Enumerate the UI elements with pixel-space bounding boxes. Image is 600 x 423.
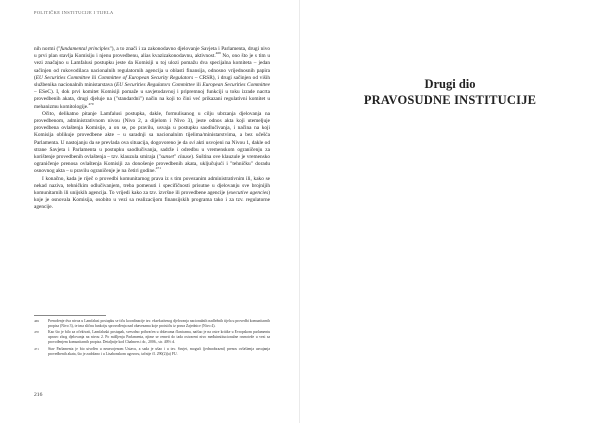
footnote-number: 471 (34, 346, 39, 351)
footnote-number: 470 (34, 330, 39, 335)
footnote-ref: 470 (88, 101, 94, 106)
body-paragraph (34, 46, 270, 111)
footnote-text: Stav Parlamenta je bio utvrđen u neusvojenom Ustavu, a sada je ušao i u tzv. Savjet, mogući (jednoobrazni) prenos ovlaštenja usvajanja provedbenih akata, što je zadržano i u Lisabonskom ugovoru, tačnije čl. 290(2)(a) FU. (48, 346, 270, 356)
footnote (34, 330, 270, 345)
part-title: PRAVOSUDNE INSTITUCIJE (363, 93, 537, 107)
footnote-ref: 469 (215, 51, 221, 56)
footnote-text: Kao što je bilo za očekivati, Lamfaluski postupak, svesrdno prihvaćen u državama članicama, naišao je na ostre kritike u Evropskom parlamentu upravo zbog djelovanja na nivou 2. Po mišljenju Parlamenta, njime se remeti do tada ostvareni nivo međuinstitucionalne ravnoteže u vezi sa provođenjem komunitarnih propisa. Detaljnije kod Chalmers i dr., 2006., str. 409 i d. (48, 330, 270, 345)
italic-span: European Securities Committee (202, 82, 270, 89)
body-paragraph (34, 176, 270, 212)
running-head: POLITIČKE INSTITUCIJE I TIJELA (34, 10, 114, 15)
right-page (300, 0, 600, 423)
footnote (34, 347, 270, 357)
italic-span: clause (177, 154, 192, 161)
italic-span: svi (189, 139, 195, 146)
italic-span: sunset (160, 154, 175, 161)
text-span: – CRSR), i drugi sačinjen od viših službenika nacionalnih ministarstava ( (34, 74, 270, 89)
italic-span: EU Securities Regulators Committee (116, 82, 195, 89)
italic-span: executive agencies (228, 190, 269, 197)
part-number: Drugi dio (424, 77, 476, 91)
text-span: No, ono što je s tim u vezi značajno u Lamfalusi postupku jeste da Komisiji u toj ulozi pomažu dva specijalna komiteta – jedan sačinjen od rukovodilaca nacionalnih regulatornih agencija u oblasti finansija, odnosno vrijednosnih papira ( (34, 53, 270, 81)
footnote-ref: 471 (155, 166, 161, 171)
text-span: nih normi (" (34, 46, 61, 52)
text-span: " (174, 154, 178, 161)
text-span: ) koje je osnovala Komisija, osobito u vezi sa realizacijom finansijskih programa tako i za tzv. regulatorne agencije. (34, 190, 270, 211)
footnote-text: Prenošenje dva nivoa u Lamfalusi postupku se tiču koordinacije tzv. eksekutivnog djelovanja nacionalnih nadležnih tijela u provedbi komunitarnih propisa (Nivo 3), te ima sličnu funkciju sprovođenja nad obavezama koje proističu iz prava Zajednice (Nivo 4). (48, 319, 270, 328)
italic-span: Committee of European Security Regulators (97, 74, 194, 81)
italic-span: EU Securities Committee (35, 74, 91, 81)
body-paragraph (34, 111, 270, 176)
text-span: ili (90, 74, 98, 81)
body-text (34, 46, 270, 212)
text-span: – ESeC). I, dok prvi komitet Komisiji pomaže u savjetodavnoj i pripremnoj funkciji u toku izrade nacrta provedbenih akata, drugi djeluje na ("standardni") način na koji to čini već prikazani regulativni komitet u mehanizmu komitologije. (34, 89, 270, 110)
footnote (34, 319, 270, 329)
text-span: ili (194, 82, 203, 89)
text-span: "), a to znači i za zakonodavno djelovanje Savjeta i Parlamenta, drugi nivo u prvi plan stavlja Komisiju i njenu provedbenu, alias kvazizakonodavnu, aktivnost. (34, 46, 270, 60)
footnote-rule (34, 315, 106, 316)
text-span: ). Suština ove klauzule je vremensko ograničenje prenosa ovlaštenja Komisiji za donošenje provedbenih akata, uključujući i "tehničku" doradu osnovnog akta – u pravilu ograničenje je na četiri godine. (34, 154, 270, 175)
text-span: Očito, delikatno pitanje Lamfalusi postupka, dakle, formulisanog u cilju ubrzanja djelovanja na provedbenom, administrativnom nivou (Nivo 2, a dijelom i Nivo 3), jeste odnos akta koji utemeljuje provedbena ovlaštenja Komisije, a on se, po pravilu, usvaja u postupku saodlučivanja, i načina na koji Komisija oblikuje provedbene akte – u saradnji sa nacionalnim tijelima/ministarstvima, a bez učešća Parlamenta. U nastojanju da se prevlada ova situacija, dogovoreno je da (34, 110, 270, 146)
page-number: 216 (34, 392, 43, 398)
part-heading (300, 76, 600, 108)
footnote-number: 469 (34, 319, 39, 323)
italic-span: fundamental principles (60, 46, 110, 52)
footnotes (34, 319, 270, 358)
text-span: akti usvojeni na Nivou 1, dakle od strane Savjeta i Parlamenta u postupku saodlučivanja, sadrže i odredbu u vremenskom ograničenju za korištenje provedbenih ovlaštenja – tzv. klauzula smiraja (" (34, 139, 270, 161)
text-span: I konačno, kada je riječ o provedbi komunitarnog prava iz s tim povezanim administrativnim ili, kako se nekad naziva, tehničkim odlučivanjem, treba pomenuti i specifičnosti prisutne u djelovanju sve brojnijih komunitarnih ili unijskih agencija. To vrijedi kako za tzv. izvršne ili provedbene agencije ( (34, 175, 270, 197)
